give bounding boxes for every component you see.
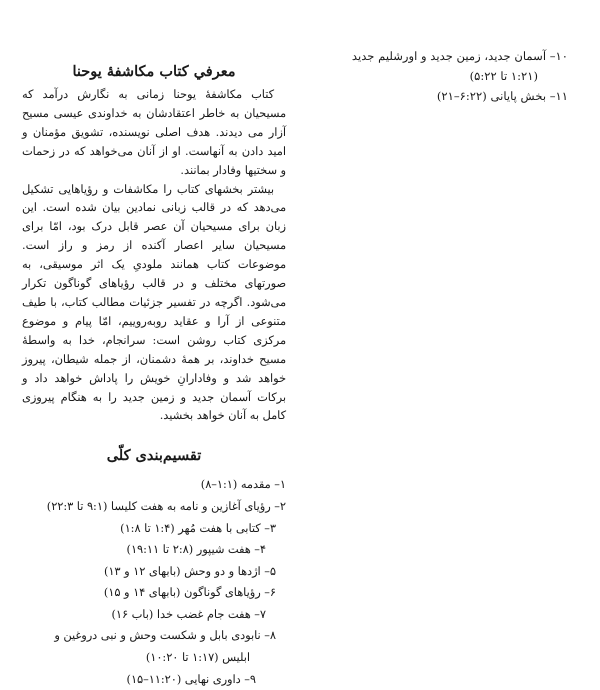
intro-column [22,60,286,690]
outline-item-10-ref: (۱:۲۱ تا ۵:۲۲) [469,69,538,83]
outline-item-text: ۹– داوری نهایی (۱۱:۲۰–۱۵) [126,672,256,686]
outline-item-6 [22,582,286,604]
outline-item-10: ۱۰– آسمان جدید، زمین جدید و اورشلیم جدید [351,49,568,63]
outline-item-text: ۲– رؤیای آغازین و نامه به هفت کلیسا (۹:۱ تا ۲۲:۳) [46,499,286,513]
outline-item-7 [22,604,286,626]
intro-title: معرفي كتاب مكاشفهٔ يوحنا [72,63,236,80]
outline-item-9 [22,669,286,690]
outline-item-text: ۷– هفت جام غضب خدا (باب ۱۶) [111,607,266,621]
outline-item-4 [22,539,286,561]
outline-title: تقسیم‌بندی کلّی [106,447,202,465]
outline-item-1 [22,474,286,496]
outline-item-text: ۵– اژدها و دو وحش (بابهای ۱۲ و ۱۳) [103,564,276,578]
outline-item-2 [22,496,286,518]
outline-item-3 [22,518,286,540]
outline-continuation [318,46,568,106]
outline-item-text: ۸– نابودی بابل و شکست وحش و نبی دروغین و [54,629,276,643]
intro-paragraph-2: بیشتر بخشهای کتاب را مکاشفات و رؤیاهایی تشکیل می‌دهد که در قالب زبانی نمادین بیان شده است. این زبان برای مسیحیان آن عصر قابل درک بود، امّا برای مسیحیان سایر اعصار آکنده از رمز و راز است. موضوعات کتاب همانند ملودیِ یک اثر موسیقی، به صورتهای مختلف و در قالب رؤیاهای گوناگون تکرار می‌شود. اگرچه در تفسیر جزئیات مطالب کتاب، با طیف متنوعی از آرا و عقاید روبه‌روییم، امّا پیام و موضوع مرکزی کتاب روشن است: سرانجام، خدا به واسطهٔ مسیح خداوند، بر همهٔ دشمنان، از جمله شیطان، پیروز خواهد شد و وفادارانِ خویش را پاداش خواهد داد و برکات آسمان جدید و زمین جدید را به هنگام پیروزی کامل به آنان خواهد بخشید. [22,182,286,423]
outline-item-11: ۱۱– بخش پایانی (۶:۲۲–۲۱) [436,89,568,103]
intro-paragraph-1: کتاب مکاشفۀ یوحنا زمانی به نگارش درآمد که مسیحیان به خاطر اعتقادشان به خداوندی عیسی مسیح آزار می دیدند. هدف اصلی نویسنده، تشویق مؤمنان و امید دادن به آنهاست. او از آنان می‌خواهد که در زحمات و سختیها وفادار بمانند. [22,88,286,177]
outline-item-5 [22,561,286,583]
outline-item-text: ۶– رؤیاهای گوناگون (بابهای ۱۴ و ۱۵) [103,586,276,600]
outline-item-8 [22,625,286,668]
outline-item-text: ۳– کتابی با هفت مُهر (۱:۴ تا ۱:۸) [120,521,276,535]
outline-item-text: ۴– هفت شیپور (۲:۸ تا ۱۹:۱۱) [126,543,266,557]
outline-item-text: ۱– مقدمه (۱:۱–۸) [200,478,286,492]
outline-item-continuation: ابلیس (۱:۱۷ تا ۱۰:۲۰) [145,651,250,665]
outline-list [22,474,286,690]
